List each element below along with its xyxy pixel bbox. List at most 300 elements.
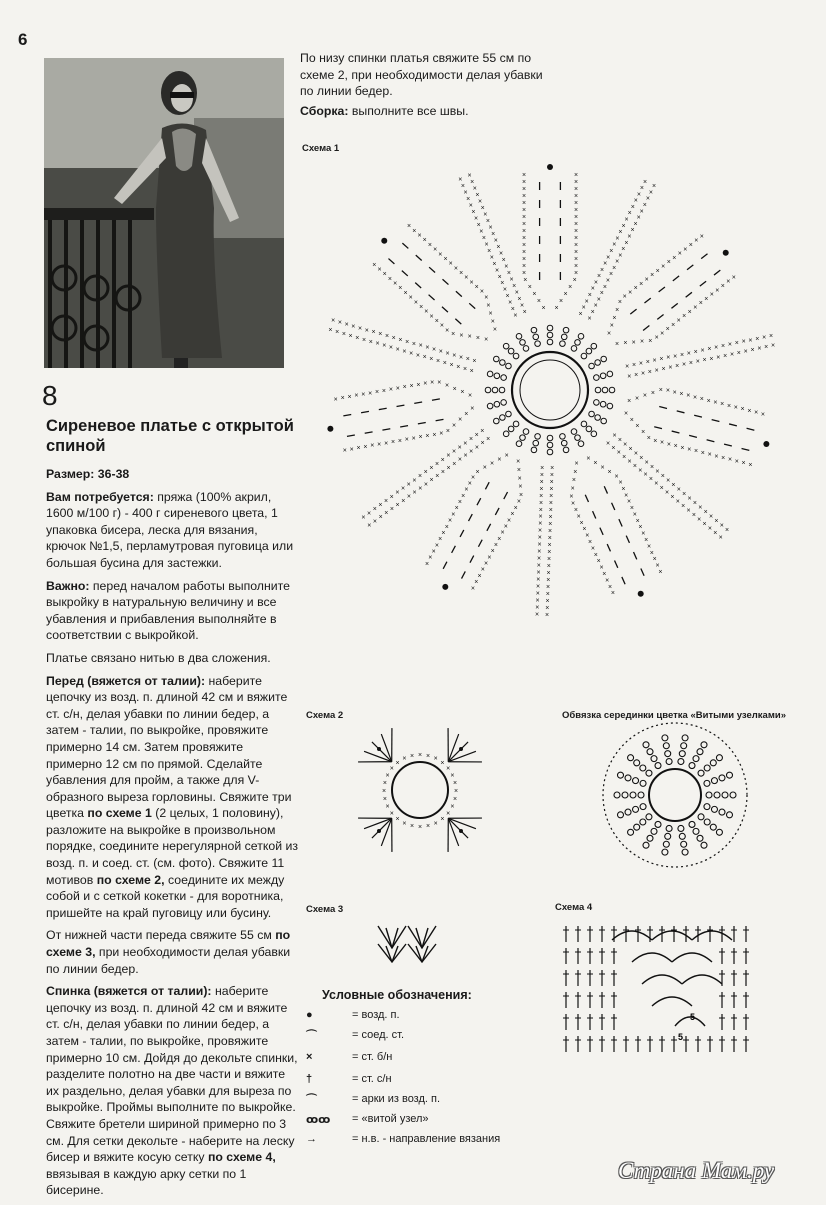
single-crochet: × bbox=[383, 780, 387, 787]
back-text-2: ввязывая в каждую арку сетки по 1 бисерине. bbox=[46, 1167, 246, 1198]
svg-text:×: × bbox=[508, 300, 512, 307]
svg-text:×: × bbox=[573, 469, 577, 476]
twisted-knot bbox=[701, 842, 707, 848]
svg-text:×: × bbox=[402, 348, 406, 355]
svg-text:×: × bbox=[627, 233, 631, 240]
svg-text:×: × bbox=[761, 411, 765, 418]
svg-text:×: × bbox=[571, 485, 575, 492]
twisted-knot bbox=[666, 825, 672, 831]
double-crochet bbox=[448, 818, 476, 828]
single-crochet: × bbox=[453, 780, 457, 787]
svg-text:×: × bbox=[474, 579, 478, 586]
svg-text:×: × bbox=[588, 539, 592, 546]
twisted-knot bbox=[513, 421, 519, 427]
svg-text:×: × bbox=[704, 509, 708, 516]
legend-item: ⌒ = арки из возд. п. bbox=[306, 1090, 440, 1108]
svg-text:×: × bbox=[481, 440, 485, 447]
svg-text:×: × bbox=[487, 248, 491, 255]
svg-text:×: × bbox=[574, 228, 578, 235]
twisted-knot bbox=[693, 756, 699, 762]
twisted-knot bbox=[681, 743, 687, 749]
svg-text:×: × bbox=[645, 276, 649, 283]
chain-stitch bbox=[763, 441, 769, 447]
svg-text:×: × bbox=[396, 385, 400, 392]
svg-text:×: × bbox=[539, 507, 543, 514]
svg-text:×: × bbox=[535, 605, 539, 612]
svg-text:×: × bbox=[632, 339, 636, 346]
twisted-knot bbox=[640, 819, 646, 825]
svg-text:×: × bbox=[474, 215, 478, 222]
svg-text:×: × bbox=[611, 445, 615, 452]
assembly-text: выполните все швы. bbox=[348, 104, 468, 118]
svg-text:×: × bbox=[600, 290, 604, 297]
svg-text:×: × bbox=[486, 302, 490, 309]
twisted-knot bbox=[646, 770, 652, 776]
svg-text:×: × bbox=[655, 469, 659, 476]
svg-text:×: × bbox=[546, 598, 550, 605]
svg-text:×: × bbox=[451, 331, 455, 338]
svg-text:×: × bbox=[440, 323, 444, 330]
svg-text:×: × bbox=[673, 389, 677, 396]
svg-text:×: × bbox=[522, 207, 526, 214]
svg-text:×: × bbox=[447, 465, 451, 472]
svg-text:×: × bbox=[650, 550, 654, 557]
svg-text:×: × bbox=[719, 535, 723, 542]
legend-item: † = ст. с/н bbox=[306, 1070, 392, 1088]
svg-text:×: × bbox=[547, 542, 551, 549]
svg-text:×: × bbox=[637, 215, 641, 222]
single-crochet: × bbox=[402, 820, 406, 827]
svg-text:×: × bbox=[492, 261, 496, 268]
single-crochet: × bbox=[434, 820, 438, 827]
svg-text:×: × bbox=[621, 486, 625, 493]
twisted-knot bbox=[547, 332, 553, 338]
svg-text:×: × bbox=[449, 362, 453, 369]
svg-text:×: × bbox=[536, 584, 540, 591]
svg-text:×: × bbox=[517, 296, 521, 303]
svg-text:×: × bbox=[475, 444, 479, 451]
svg-text:×: × bbox=[618, 437, 622, 444]
twisted-knot bbox=[679, 833, 685, 839]
svg-text:×: × bbox=[486, 218, 490, 225]
svg-text:×: × bbox=[661, 264, 665, 271]
svg-text:×: × bbox=[680, 352, 684, 359]
svg-text:×: × bbox=[579, 311, 583, 318]
svg-text:×: × bbox=[574, 270, 578, 277]
svg-text:×: × bbox=[522, 221, 526, 228]
chain-arch bbox=[652, 997, 692, 1006]
svg-text:×: × bbox=[540, 472, 544, 479]
twisted-knot bbox=[487, 371, 493, 377]
scheme4-label: Схема 4 bbox=[555, 902, 592, 913]
twisted-knot-icon: ꝏꝏ bbox=[306, 1113, 352, 1126]
svg-text:×: × bbox=[452, 461, 456, 468]
svg-text:×: × bbox=[586, 455, 590, 462]
svg-text:×: × bbox=[518, 484, 522, 491]
svg-text:×: × bbox=[463, 366, 467, 373]
svg-text:×: × bbox=[528, 284, 532, 291]
needs-text: пряжа (100% акрил, 1600 м/100 г) - 400 г сиреневого цвета, 1 упаковка бисера, леска для вязания, крючок №1,5, перламутровая пуговица или большая бусина для застежки. bbox=[46, 490, 293, 570]
svg-text:×: × bbox=[634, 285, 638, 292]
svg-text:×: × bbox=[618, 479, 622, 486]
svg-text:×: × bbox=[700, 347, 704, 354]
svg-text:×: × bbox=[471, 209, 475, 216]
svg-text:×: × bbox=[674, 443, 678, 450]
svg-text:×: × bbox=[351, 323, 355, 330]
svg-text:×: × bbox=[545, 605, 549, 612]
svg-text:×: × bbox=[607, 331, 611, 338]
svg-text:×: × bbox=[454, 265, 458, 272]
page-number: 6 bbox=[18, 30, 27, 50]
svg-text:×: × bbox=[491, 231, 495, 238]
svg-text:×: × bbox=[757, 346, 761, 353]
svg-text:×: × bbox=[463, 440, 467, 447]
svg-text:×: × bbox=[464, 411, 468, 418]
svg-text:×: × bbox=[547, 563, 551, 570]
svg-text:×: × bbox=[363, 444, 367, 451]
twisted-knot bbox=[607, 403, 613, 409]
svg-text:×: × bbox=[611, 590, 615, 597]
legend-title: Условные обозначения: bbox=[322, 988, 472, 1002]
twisted-knot bbox=[586, 348, 592, 354]
twisted-knot bbox=[595, 415, 601, 421]
center-scheme-diagram bbox=[595, 715, 755, 875]
svg-text:×: × bbox=[714, 453, 718, 460]
svg-text:×: × bbox=[629, 446, 633, 453]
twisted-knot bbox=[698, 770, 704, 776]
svg-text:×: × bbox=[625, 217, 629, 224]
svg-text:×: × bbox=[615, 259, 619, 266]
threads-text: Платье связано нитью в два сложения. bbox=[46, 651, 271, 665]
twisted-knot bbox=[643, 842, 649, 848]
svg-text:×: × bbox=[372, 262, 376, 269]
svg-text:×: × bbox=[661, 473, 665, 480]
svg-text:×: × bbox=[438, 536, 442, 543]
svg-text:×: × bbox=[367, 510, 371, 517]
svg-text:×: × bbox=[689, 360, 693, 367]
svg-text:×: × bbox=[441, 530, 445, 537]
svg-text:×: × bbox=[468, 392, 472, 399]
double-crochet bbox=[372, 818, 392, 838]
twisted-knot bbox=[563, 327, 569, 333]
svg-text:×: × bbox=[398, 438, 402, 445]
twisted-knot bbox=[638, 792, 644, 798]
svg-text:×: × bbox=[575, 461, 579, 468]
svg-text:×: × bbox=[478, 199, 482, 206]
svg-text:×: × bbox=[653, 438, 657, 445]
svg-text:×: × bbox=[441, 457, 445, 464]
svg-text:×: × bbox=[549, 507, 553, 514]
double-crochet bbox=[381, 734, 391, 762]
svg-text:×: × bbox=[659, 387, 663, 394]
svg-text:×: × bbox=[539, 493, 543, 500]
front-text-1: наберите цепочку из возд. п. длиной 42 см и вяжите ст. с/н, делая убавки по линии бедер, а затем - талии, по выкройке, провяжите примерно 14 см. Затем провяжите примерно 12 см по прямой. Сделайте убавления для пройм, а также для V-образного выреза горловины. Свяжите три цветка bbox=[46, 674, 291, 821]
svg-text:×: × bbox=[700, 233, 704, 240]
svg-text:×: × bbox=[728, 342, 732, 349]
direction-arrow-icon: → bbox=[306, 1133, 352, 1145]
svg-text:×: × bbox=[355, 335, 359, 342]
scheme2-label: Схема 2 bbox=[306, 710, 343, 721]
svg-text:×: × bbox=[476, 335, 480, 342]
svg-text:×: × bbox=[549, 500, 553, 507]
chain-stitch bbox=[327, 426, 333, 432]
svg-text:×: × bbox=[615, 235, 619, 242]
twisted-knot bbox=[547, 339, 553, 345]
svg-text:×: × bbox=[606, 440, 610, 447]
svg-text:×: × bbox=[384, 498, 388, 505]
twisted-knot bbox=[535, 434, 541, 440]
svg-text:×: × bbox=[612, 265, 616, 272]
svg-text:×: × bbox=[496, 244, 500, 251]
svg-text:×: × bbox=[632, 362, 636, 369]
svg-text:×: × bbox=[650, 272, 654, 279]
svg-text:×: × bbox=[630, 417, 634, 424]
svg-text:×: × bbox=[458, 417, 462, 424]
svg-text:×: × bbox=[641, 429, 645, 436]
twisted-knot bbox=[663, 841, 669, 847]
svg-text:×: × bbox=[630, 505, 634, 512]
svg-text:×: × bbox=[445, 524, 449, 531]
svg-text:×: × bbox=[614, 474, 618, 481]
svg-text:×: × bbox=[537, 556, 541, 563]
svg-text:×: × bbox=[677, 487, 681, 494]
twisted-knot bbox=[682, 849, 688, 855]
svg-text:×: × bbox=[536, 598, 540, 605]
svg-text:×: × bbox=[643, 202, 647, 209]
svg-text:×: × bbox=[439, 431, 443, 438]
svg-text:×: × bbox=[505, 293, 509, 300]
svg-text:×: × bbox=[370, 443, 374, 450]
svg-text:×: × bbox=[510, 277, 514, 284]
svg-text:×: × bbox=[407, 481, 411, 488]
petal bbox=[624, 387, 769, 469]
svg-text:×: × bbox=[548, 521, 552, 528]
svg-text:×: × bbox=[644, 472, 648, 479]
twisted-knot bbox=[710, 760, 716, 766]
twisted-knot bbox=[617, 772, 623, 778]
svg-text:×: × bbox=[483, 212, 487, 219]
twisted-knot bbox=[647, 835, 653, 841]
svg-text:×: × bbox=[655, 563, 659, 570]
svg-text:×: × bbox=[649, 476, 653, 483]
svg-text:×: × bbox=[500, 280, 504, 287]
twisted-knot bbox=[651, 756, 657, 762]
svg-text:×: × bbox=[713, 530, 717, 537]
svg-text:×: × bbox=[535, 612, 539, 619]
svg-text:×: × bbox=[482, 235, 486, 242]
svg-text:×: × bbox=[692, 512, 696, 519]
dress-photo bbox=[44, 58, 284, 368]
twisted-knot bbox=[640, 804, 646, 810]
flower-center-ring bbox=[512, 352, 588, 428]
svg-text:×: × bbox=[390, 506, 394, 513]
svg-text:×: × bbox=[433, 247, 437, 254]
svg-text:×: × bbox=[453, 386, 457, 393]
twisted-knot bbox=[701, 742, 707, 748]
svg-text:×: × bbox=[458, 499, 462, 506]
svg-text:×: × bbox=[638, 524, 642, 531]
svg-text:×: × bbox=[419, 343, 423, 350]
svg-text:×: × bbox=[382, 343, 386, 350]
svg-text:×: × bbox=[617, 449, 621, 456]
petal bbox=[458, 173, 526, 320]
svg-text:×: × bbox=[720, 523, 724, 530]
svg-text:×: × bbox=[461, 183, 465, 190]
petal bbox=[535, 465, 554, 619]
svg-text:×: × bbox=[771, 343, 775, 350]
svg-text:×: × bbox=[538, 528, 542, 535]
svg-text:×: × bbox=[546, 584, 550, 591]
twisted-knot bbox=[594, 400, 600, 406]
twisted-knot bbox=[547, 449, 553, 455]
svg-text:×: × bbox=[458, 457, 462, 464]
svg-text:×: × bbox=[688, 496, 692, 503]
petal bbox=[522, 164, 578, 312]
double-crochet bbox=[364, 818, 392, 828]
single-crochet: × bbox=[453, 796, 457, 803]
svg-text:×: × bbox=[398, 285, 402, 292]
svg-text:×: × bbox=[641, 531, 645, 538]
left-column-text bbox=[46, 466, 298, 1205]
svg-text:×: × bbox=[574, 200, 578, 207]
svg-text:×: × bbox=[536, 577, 540, 584]
svg-text:×: × bbox=[429, 465, 433, 472]
svg-text:×: × bbox=[424, 469, 428, 476]
svg-text:×: × bbox=[709, 356, 713, 363]
twisted-knot bbox=[523, 429, 529, 435]
twisted-knot bbox=[647, 749, 653, 755]
svg-text:×: × bbox=[425, 345, 429, 352]
svg-text:×: × bbox=[396, 502, 400, 509]
svg-text:×: × bbox=[495, 267, 499, 274]
svg-text:×: × bbox=[412, 341, 416, 348]
scheme4-number-2: 5 bbox=[678, 1032, 683, 1042]
svg-text:×: × bbox=[574, 221, 578, 228]
svg-text:×: × bbox=[522, 228, 526, 235]
twisted-knot bbox=[547, 325, 553, 331]
svg-text:×: × bbox=[667, 259, 671, 266]
svg-text:×: × bbox=[443, 360, 447, 367]
svg-text:×: × bbox=[409, 295, 413, 302]
svg-text:×: × bbox=[385, 333, 389, 340]
twisted-knot bbox=[704, 804, 710, 810]
svg-text:×: × bbox=[459, 354, 463, 361]
svg-text:×: × bbox=[383, 271, 387, 278]
svg-text:×: × bbox=[517, 467, 521, 474]
svg-text:×: × bbox=[373, 518, 377, 525]
twisted-knot bbox=[533, 440, 539, 446]
svg-text:×: × bbox=[539, 486, 543, 493]
twisted-knot bbox=[719, 775, 725, 781]
twisted-knot bbox=[516, 441, 522, 447]
svg-text:×: × bbox=[532, 291, 536, 298]
svg-text:×: × bbox=[354, 393, 358, 400]
svg-text:×: × bbox=[659, 356, 663, 363]
twisted-knot bbox=[633, 806, 639, 812]
svg-text:×: × bbox=[455, 505, 459, 512]
svg-text:×: × bbox=[518, 475, 522, 482]
center-scheme-label: Обвязка серединки цветка «Витыми узелками» bbox=[562, 710, 786, 721]
svg-text:×: × bbox=[654, 481, 658, 488]
svg-text:×: × bbox=[704, 296, 708, 303]
scheme1-diagram bbox=[300, 140, 820, 670]
svg-text:×: × bbox=[597, 296, 601, 303]
svg-text:×: × bbox=[461, 493, 465, 500]
chain-stitch bbox=[377, 747, 381, 751]
svg-text:×: × bbox=[681, 503, 685, 510]
assembly-label: Сборка: bbox=[300, 104, 348, 118]
svg-text:×: × bbox=[574, 179, 578, 186]
svg-text:×: × bbox=[484, 336, 488, 343]
twisted-knot bbox=[503, 431, 509, 437]
legend-item: ꝏꝏ = «витой узел» bbox=[306, 1110, 429, 1128]
svg-text:×: × bbox=[609, 271, 613, 278]
svg-text:×: × bbox=[594, 552, 598, 559]
double-crochet bbox=[448, 734, 458, 762]
svg-text:×: × bbox=[734, 405, 738, 412]
twisted-knot bbox=[531, 447, 537, 453]
svg-text:×: × bbox=[489, 311, 493, 318]
svg-text:×: × bbox=[635, 423, 639, 430]
svg-text:×: × bbox=[644, 537, 648, 544]
twisted-knot bbox=[571, 429, 577, 435]
twisted-knot bbox=[716, 829, 722, 835]
svg-text:×: × bbox=[410, 383, 414, 390]
single-crochet: × bbox=[446, 810, 450, 817]
petal bbox=[372, 223, 497, 343]
twisted-knot bbox=[704, 765, 710, 771]
svg-text:×: × bbox=[541, 305, 545, 312]
svg-text:×: × bbox=[412, 228, 416, 235]
twisted-knot bbox=[563, 447, 569, 453]
twisted-knot bbox=[547, 442, 553, 448]
svg-text:×: × bbox=[449, 261, 453, 268]
double-crochet-icon: † bbox=[306, 1073, 352, 1085]
single-crochet: × bbox=[418, 824, 422, 831]
svg-text:×: × bbox=[580, 520, 584, 527]
twisted-knot bbox=[710, 824, 716, 830]
svg-text:×: × bbox=[378, 502, 382, 509]
svg-text:×: × bbox=[514, 505, 518, 512]
svg-text:×: × bbox=[726, 279, 730, 286]
svg-text:×: × bbox=[660, 485, 664, 492]
svg-text:×: × bbox=[369, 339, 373, 346]
twisted-knot bbox=[711, 778, 717, 784]
twisted-knot bbox=[625, 775, 631, 781]
twisted-knot bbox=[693, 828, 699, 834]
svg-text:×: × bbox=[597, 558, 601, 565]
svg-text:×: × bbox=[735, 340, 739, 347]
svg-text:×: × bbox=[655, 335, 659, 342]
svg-text:×: × bbox=[350, 446, 354, 453]
svg-text:×: × bbox=[347, 394, 351, 401]
twisted-knot bbox=[560, 434, 566, 440]
important-label: Важно: bbox=[46, 579, 89, 593]
twisted-knot bbox=[494, 401, 500, 407]
svg-text:×: × bbox=[494, 238, 498, 245]
svg-text:×: × bbox=[424, 481, 428, 488]
svg-text:×: × bbox=[585, 533, 589, 540]
svg-text:×: × bbox=[497, 536, 501, 543]
double-crochet bbox=[448, 818, 458, 846]
svg-text:×: × bbox=[468, 173, 472, 180]
svg-text:×: × bbox=[665, 490, 669, 497]
slip-stitch-icon: ⌒ bbox=[306, 1027, 352, 1043]
back-scheme4: по схеме 4, bbox=[208, 1150, 276, 1164]
svg-text:×: × bbox=[504, 523, 508, 530]
twisted-knot bbox=[589, 411, 595, 417]
svg-text:×: × bbox=[522, 263, 526, 270]
